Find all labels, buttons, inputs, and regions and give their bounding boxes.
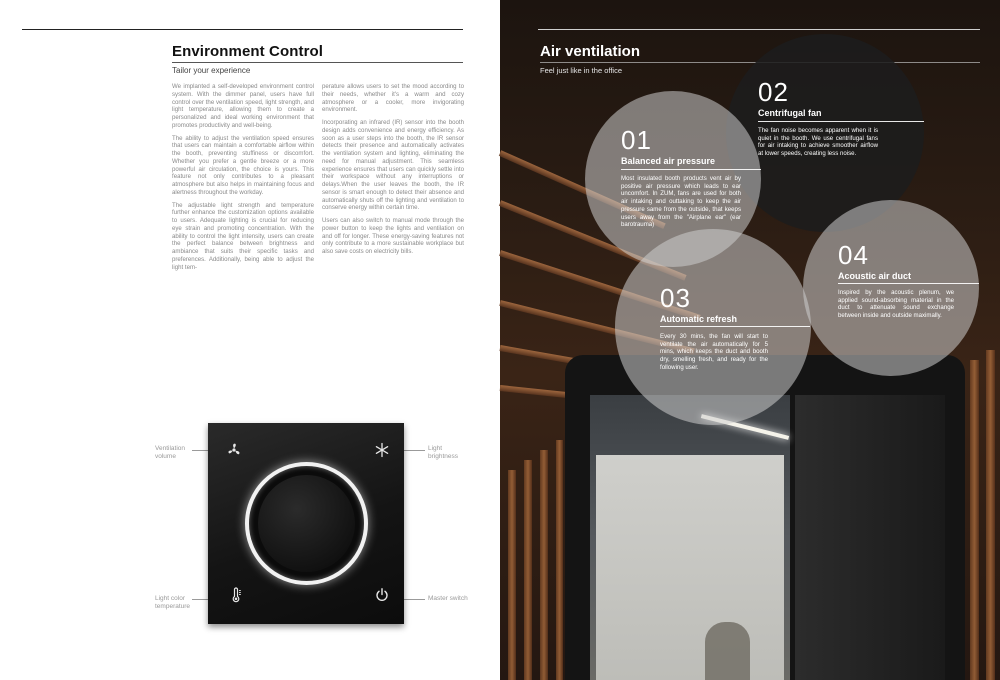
feature-rule [838,283,979,284]
title-rule [172,62,463,63]
text-column-2 [322,83,464,261]
feature-bubble-04 [803,200,979,376]
page-title: Environment Control [172,43,324,60]
wall-slat [986,350,995,680]
feature-rule [621,169,761,170]
feature-title: Balanced air pressure [621,156,716,166]
wall-slat [540,450,548,680]
section-title: Air ventilation [540,43,641,60]
booth-door [795,395,945,680]
wall-slat [524,460,532,680]
feature-number: 01 [621,125,652,155]
dimmer-knob[interactable] [258,475,355,572]
paragraph: The ability to adjust the ventilation speed ensures that users can maintain a comfortable airflow within the booth, preventing stuffiness or discomfort. Whether you prefer a gentle breeze or a more powerful air circulation, the choice is yours. This feature not only contributes to a pleasant atmosphere but also helps in maintaining focus and alertness throughout the workday. [172,134,314,196]
feature-text: Most insulated booth products vent air by positive air pressure which leads to ear uncomfort. In ZUM, fans are used for both air intaking and outtaking to keep the air pressure same from the outside, that keeps users away from the "Airplane ear" (ear barotrauma) [621,175,741,229]
callout-ventilation: Ventilation volume [155,445,185,460]
thermometer-icon[interactable] [228,587,244,603]
wall-slat [556,440,563,680]
paragraph: perature allows users to set the mood according to their needs, whether it's a warm and cozy atmosphere or a cooler, more invigorating environment. [322,83,464,114]
feature-rule [758,121,924,122]
callout-light-brightness: Light brightness [428,445,458,460]
dimmer-panel [208,423,404,624]
feature-number: 02 [758,77,789,107]
booth-fabric-wall [596,455,784,680]
callout-line [403,450,425,451]
feature-rule [660,326,810,327]
wall-slat [508,470,516,680]
callout-color-temperature: Light color temperature [155,595,191,610]
dimmer-knob-ring[interactable] [245,462,368,585]
text-column-1 [172,83,314,276]
fan-icon[interactable] [226,442,242,458]
paragraph: We implanted a self-developed environment control system. With the dimmer panel, users have full control over the ventilation speed, light strength, and light temperature, allowing them to create a personalized and ideal working environment that promotes productivity and well-being. [172,83,314,129]
section-subtitle: Feel just like in the office [540,66,622,75]
person-silhouette [705,622,750,680]
feature-title: Centrifugal fan [758,108,822,118]
snowflake-icon[interactable] [374,442,390,458]
top-rule [22,29,463,30]
feature-text: Every 30 mins, the fan will start to ventilate the air automatically for 5 mins, which keeps the duct and booth dry, smelling fresh, and ready for the following user. [660,333,768,371]
top-rule [538,29,980,30]
feature-number: 04 [838,240,869,270]
power-icon[interactable] [374,587,390,603]
feature-text: The fan noise becomes apparent when it is quiet in the booth. We use centrifugal fans for air intaking to achieve smoother airflow at lower speeds, creating less noise. [758,127,878,158]
feature-title: Acoustic air duct [838,271,912,281]
feature-title: Automatic refresh [660,314,738,324]
wall-slat [970,360,979,680]
feature-text: Inspired by the acoustic plenum, we applied sound-absorbing material in the duct to attenuate sound exchange between inside and outside maximally. [838,289,954,320]
feature-bubble-03 [615,229,811,425]
feature-number: 03 [660,283,691,313]
page-subtitle: Tailor your experience [172,66,251,75]
paragraph: The adjustable light strength and temperature further enhance the customization options available to users. Adequate lighting is crucial for reducing eye strain and promoting concentration. With the ability to control the light intensity, users can create the perfect balance between brightness and ambiance that suits their specific tasks and preferences. Additionally, being able to adjust the light tem- [172,201,314,271]
paragraph: Users can also switch to manual mode through the power button to keep the lights and ventilation on and off for longer. These energy-saving features not only contribute to a more sustainable workplace but also save costs on electricity bills. [322,217,464,255]
paragraph: Incorporating an infrared (IR) sensor into the booth design adds convenience and energy efficiency. As soon as a user steps into the booth, the IR sensor detects their presence and automatically activates the ventilation system and lighting, eliminating the need for manual adjustment. This seamless experience ensures that users can quickly settle into their workspace without any interruptions or delays.When the user leaves the booth, the IR sensor is smart enough to detect their absence and automatically shuts off the lighting and ventilation to conserve energy within certain time. [322,119,464,212]
callout-line [403,599,425,600]
callout-master-switch: Master switch [428,595,468,602]
